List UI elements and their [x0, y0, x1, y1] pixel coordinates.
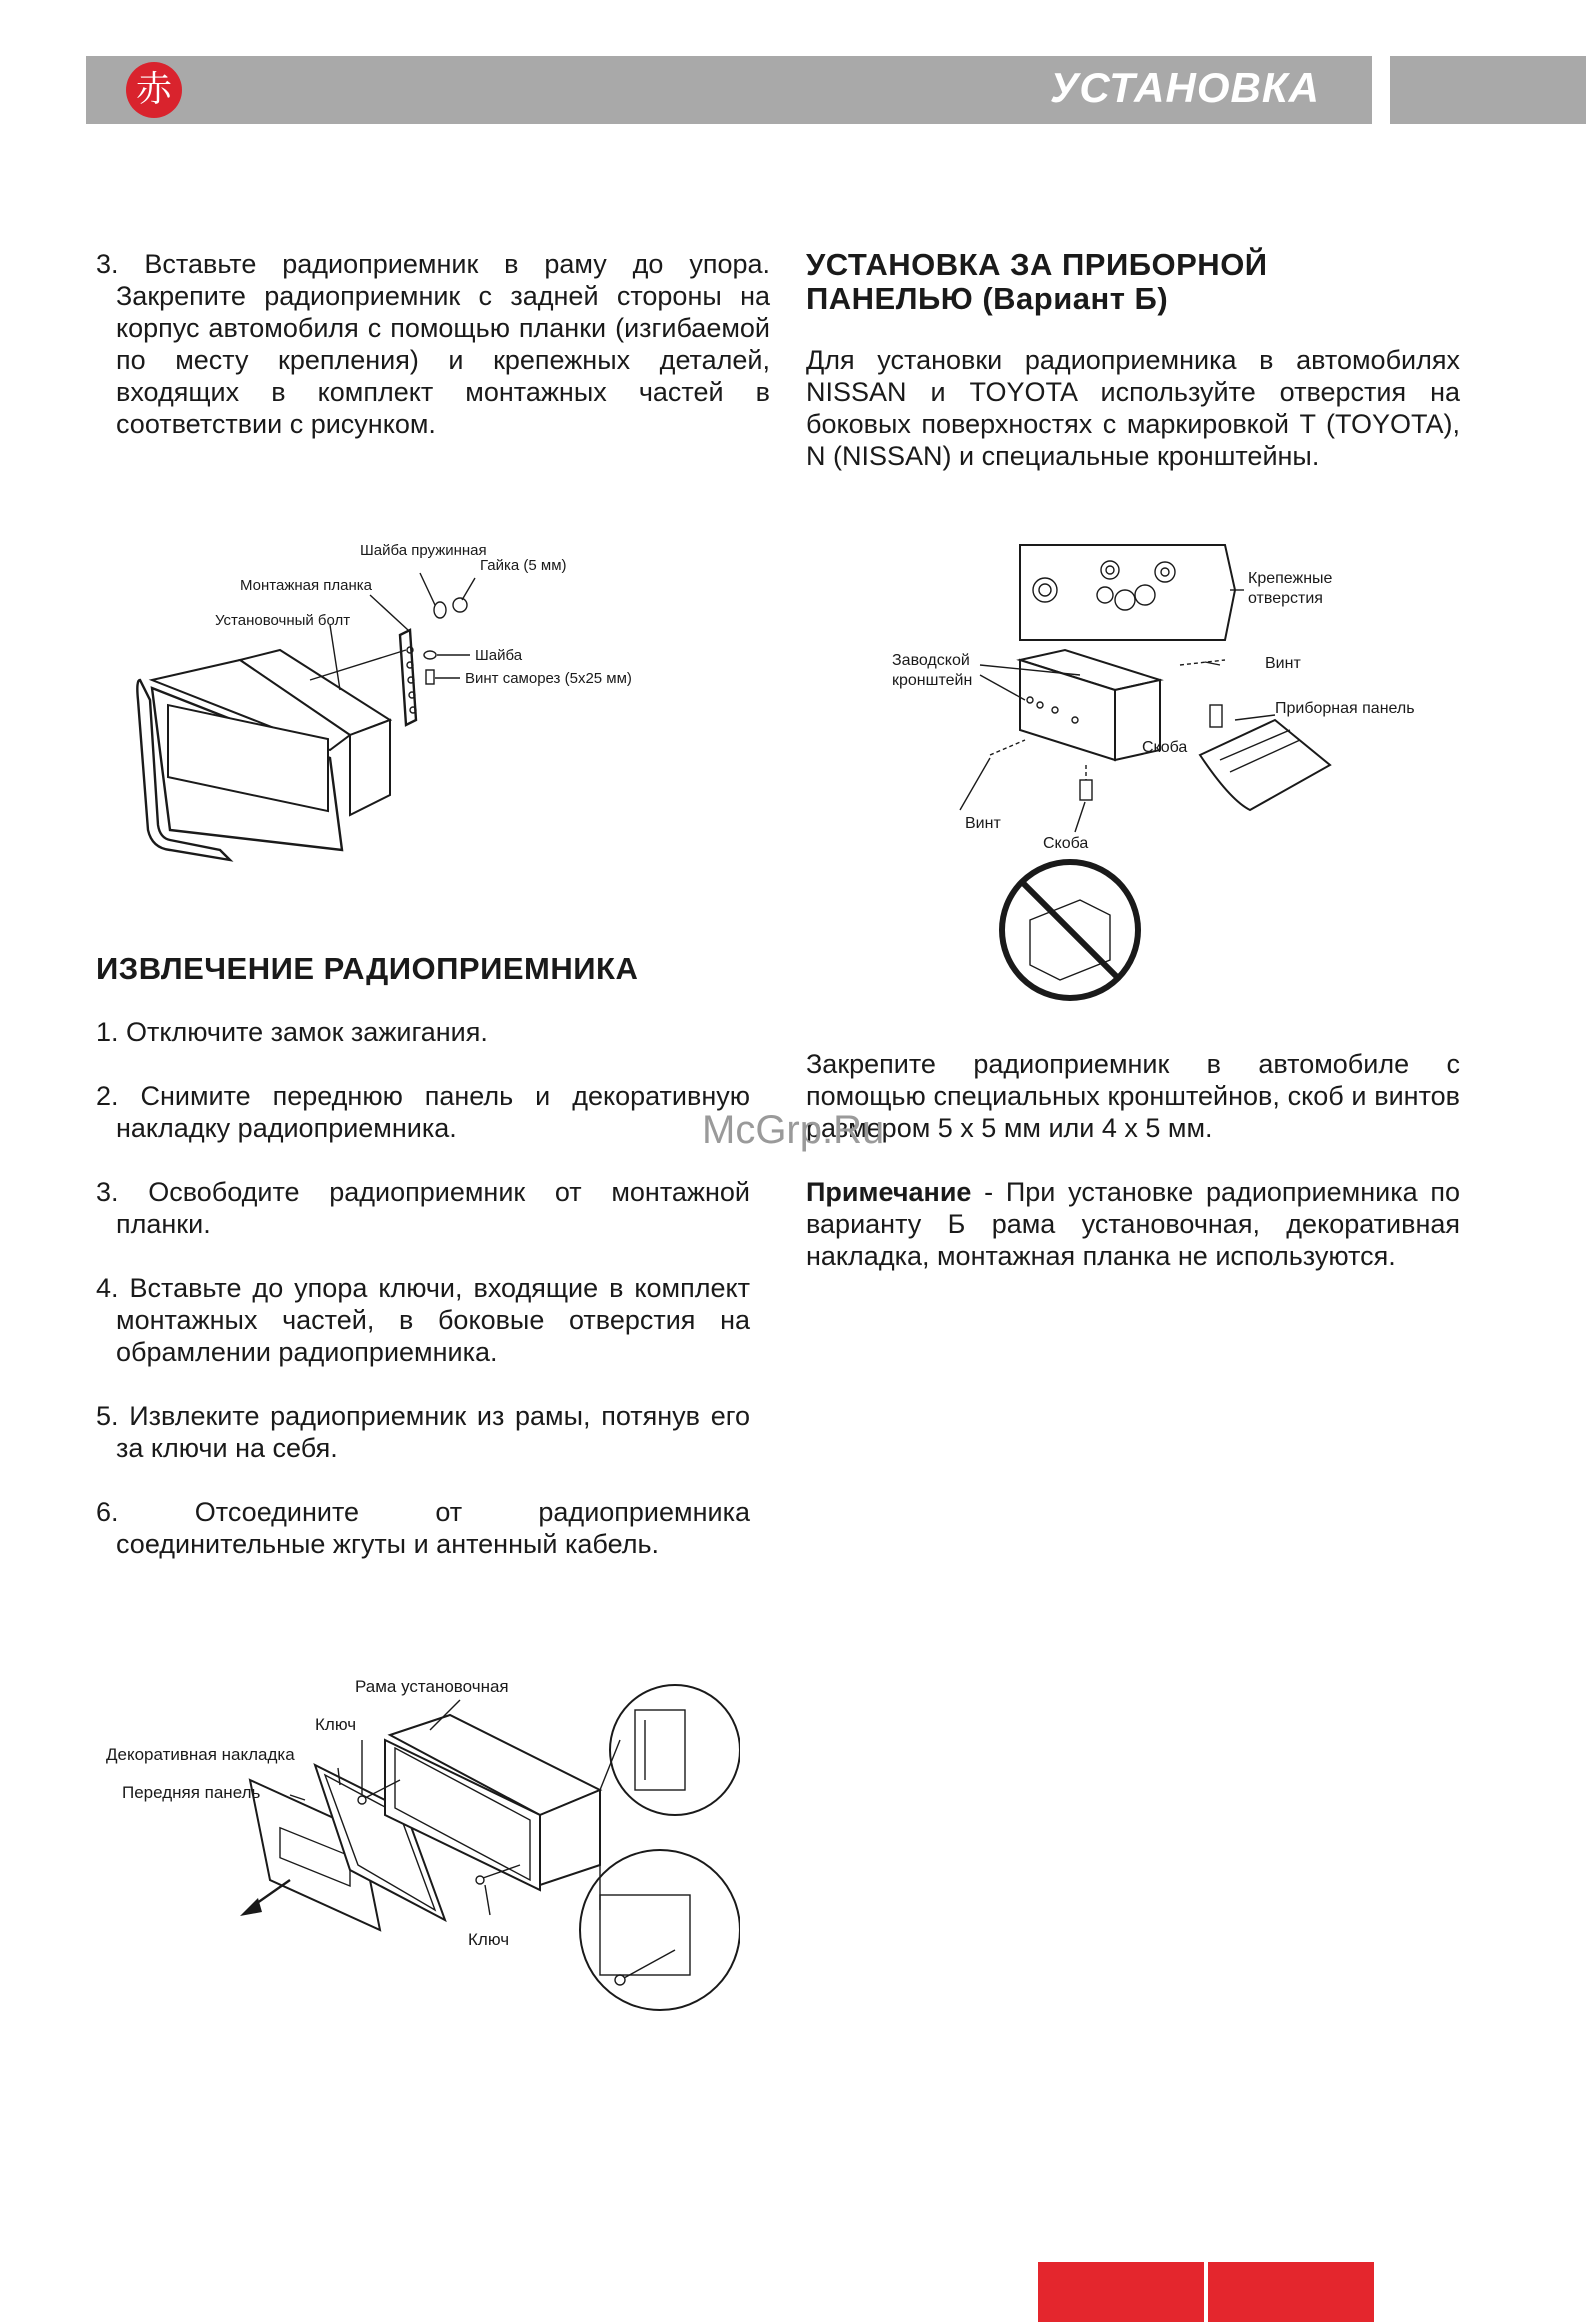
removal-step: 2. Снимите переднюю панель и декоративную накладку радиоприемника. — [96, 1081, 750, 1143]
label-dash-panel: Приборная панель — [1275, 700, 1415, 717]
removal-step: 6. Отсоедините от радиоприемника соединительные жгуты и антенный кабель. — [96, 1497, 750, 1559]
header-bar-stub — [1390, 56, 1586, 124]
label-holes-line1: Крепежные — [1248, 570, 1333, 587]
label-front-panel: Передняя панель — [122, 1783, 261, 1802]
mounting-strap-figure — [130, 530, 690, 890]
label-screw: Винт саморез (5х25 мм) — [465, 670, 632, 687]
removal-steps-list — [96, 1016, 750, 1560]
label-clip-top: Скоба — [1142, 739, 1188, 756]
label-key-bottom: Ключ — [468, 1930, 510, 1949]
note-label: Примечание — [806, 1177, 972, 1207]
removal-step: 1. Отключите замок зажигания. — [96, 1017, 488, 1047]
label-mount-bolt: Установочный болт — [215, 612, 351, 629]
label-spring-washer: Шайба пружинная — [360, 542, 487, 559]
section-heading-line2: ПАНЕЛЬЮ (Вариант Б) — [806, 281, 1169, 316]
label-screw-bottom: Винт — [965, 815, 1001, 832]
label-factory-line1: Заводской — [892, 652, 970, 669]
removal-heading: ИЗВЛЕЧЕНИЕ РАДИОПРИЕМНИКА — [96, 951, 639, 986]
label-trim: Декоративная накладка — [106, 1745, 295, 1764]
note-text: - При установке радиоприемника по варианту Б рама установочная, декоративная накладка, монтажная планка не используются. — [806, 1177, 1460, 1271]
footer-block-right — [1208, 2262, 1374, 2322]
label-mount-strap: Монтажная планка — [240, 577, 373, 594]
intro-paragraph: Для установки радиоприемника в автомобилях NISSAN и TOYOTA используйте отверстия на боковых поверхностях с маркировкой T (TOYOTA), N (NISSAN) и специальные кронштейны. — [806, 345, 1460, 471]
install-step-3: 3. Вставьте радиоприемник в раму до упора. Закрепите радиоприемник с задней стороны на корпус автомобиля с помощью планки (изгибаемой по месту крепления) и крепежных деталей, входящих в комплект монтажных частей в соответствии с рисунком. — [96, 249, 770, 439]
label-frame: Рама установочная — [355, 1680, 509, 1696]
label-factory-line2: кронштейн — [892, 672, 973, 689]
footer-block-left — [1038, 2262, 1204, 2322]
label-washer: Шайба — [475, 647, 523, 664]
brand-logo: 赤 — [126, 62, 182, 118]
note-paragraph — [806, 1176, 1460, 1272]
section-heading-line1: УСТАНОВКА ЗА ПРИБОРНОЙ — [806, 247, 1268, 282]
watermark: McGrp.Ru — [702, 1108, 885, 1152]
removal-step: 3. Освободите радиоприемник от монтажной планки. — [96, 1177, 750, 1239]
removal-step: 5. Извлеките радиоприемник из рамы, потянув его за ключи на себя. — [96, 1401, 750, 1463]
page-title: УСТАНОВКА — [1049, 64, 1320, 111]
fixing-paragraph: Закрепите радиоприемник в автомобиле с помощью специальных кронштейнов, скоб и винтов размером 5 x 5 мм или 4 x 5 мм. — [806, 1049, 1460, 1143]
label-nut: Гайка (5 мм) — [480, 557, 567, 574]
dashboard-install-figure — [880, 540, 1440, 1010]
removal-figure — [100, 1680, 740, 2020]
label-clip-bottom: Скоба — [1043, 835, 1089, 852]
removal-step: 4. Вставьте до упора ключи, входящие в комплект монтажных частей, в боковые отверстия на обрамлении радиоприемника. — [96, 1273, 750, 1367]
label-screw-top: Винт — [1265, 655, 1301, 672]
label-holes-line2: отверстия — [1248, 590, 1323, 607]
label-key-top: Ключ — [315, 1715, 357, 1734]
